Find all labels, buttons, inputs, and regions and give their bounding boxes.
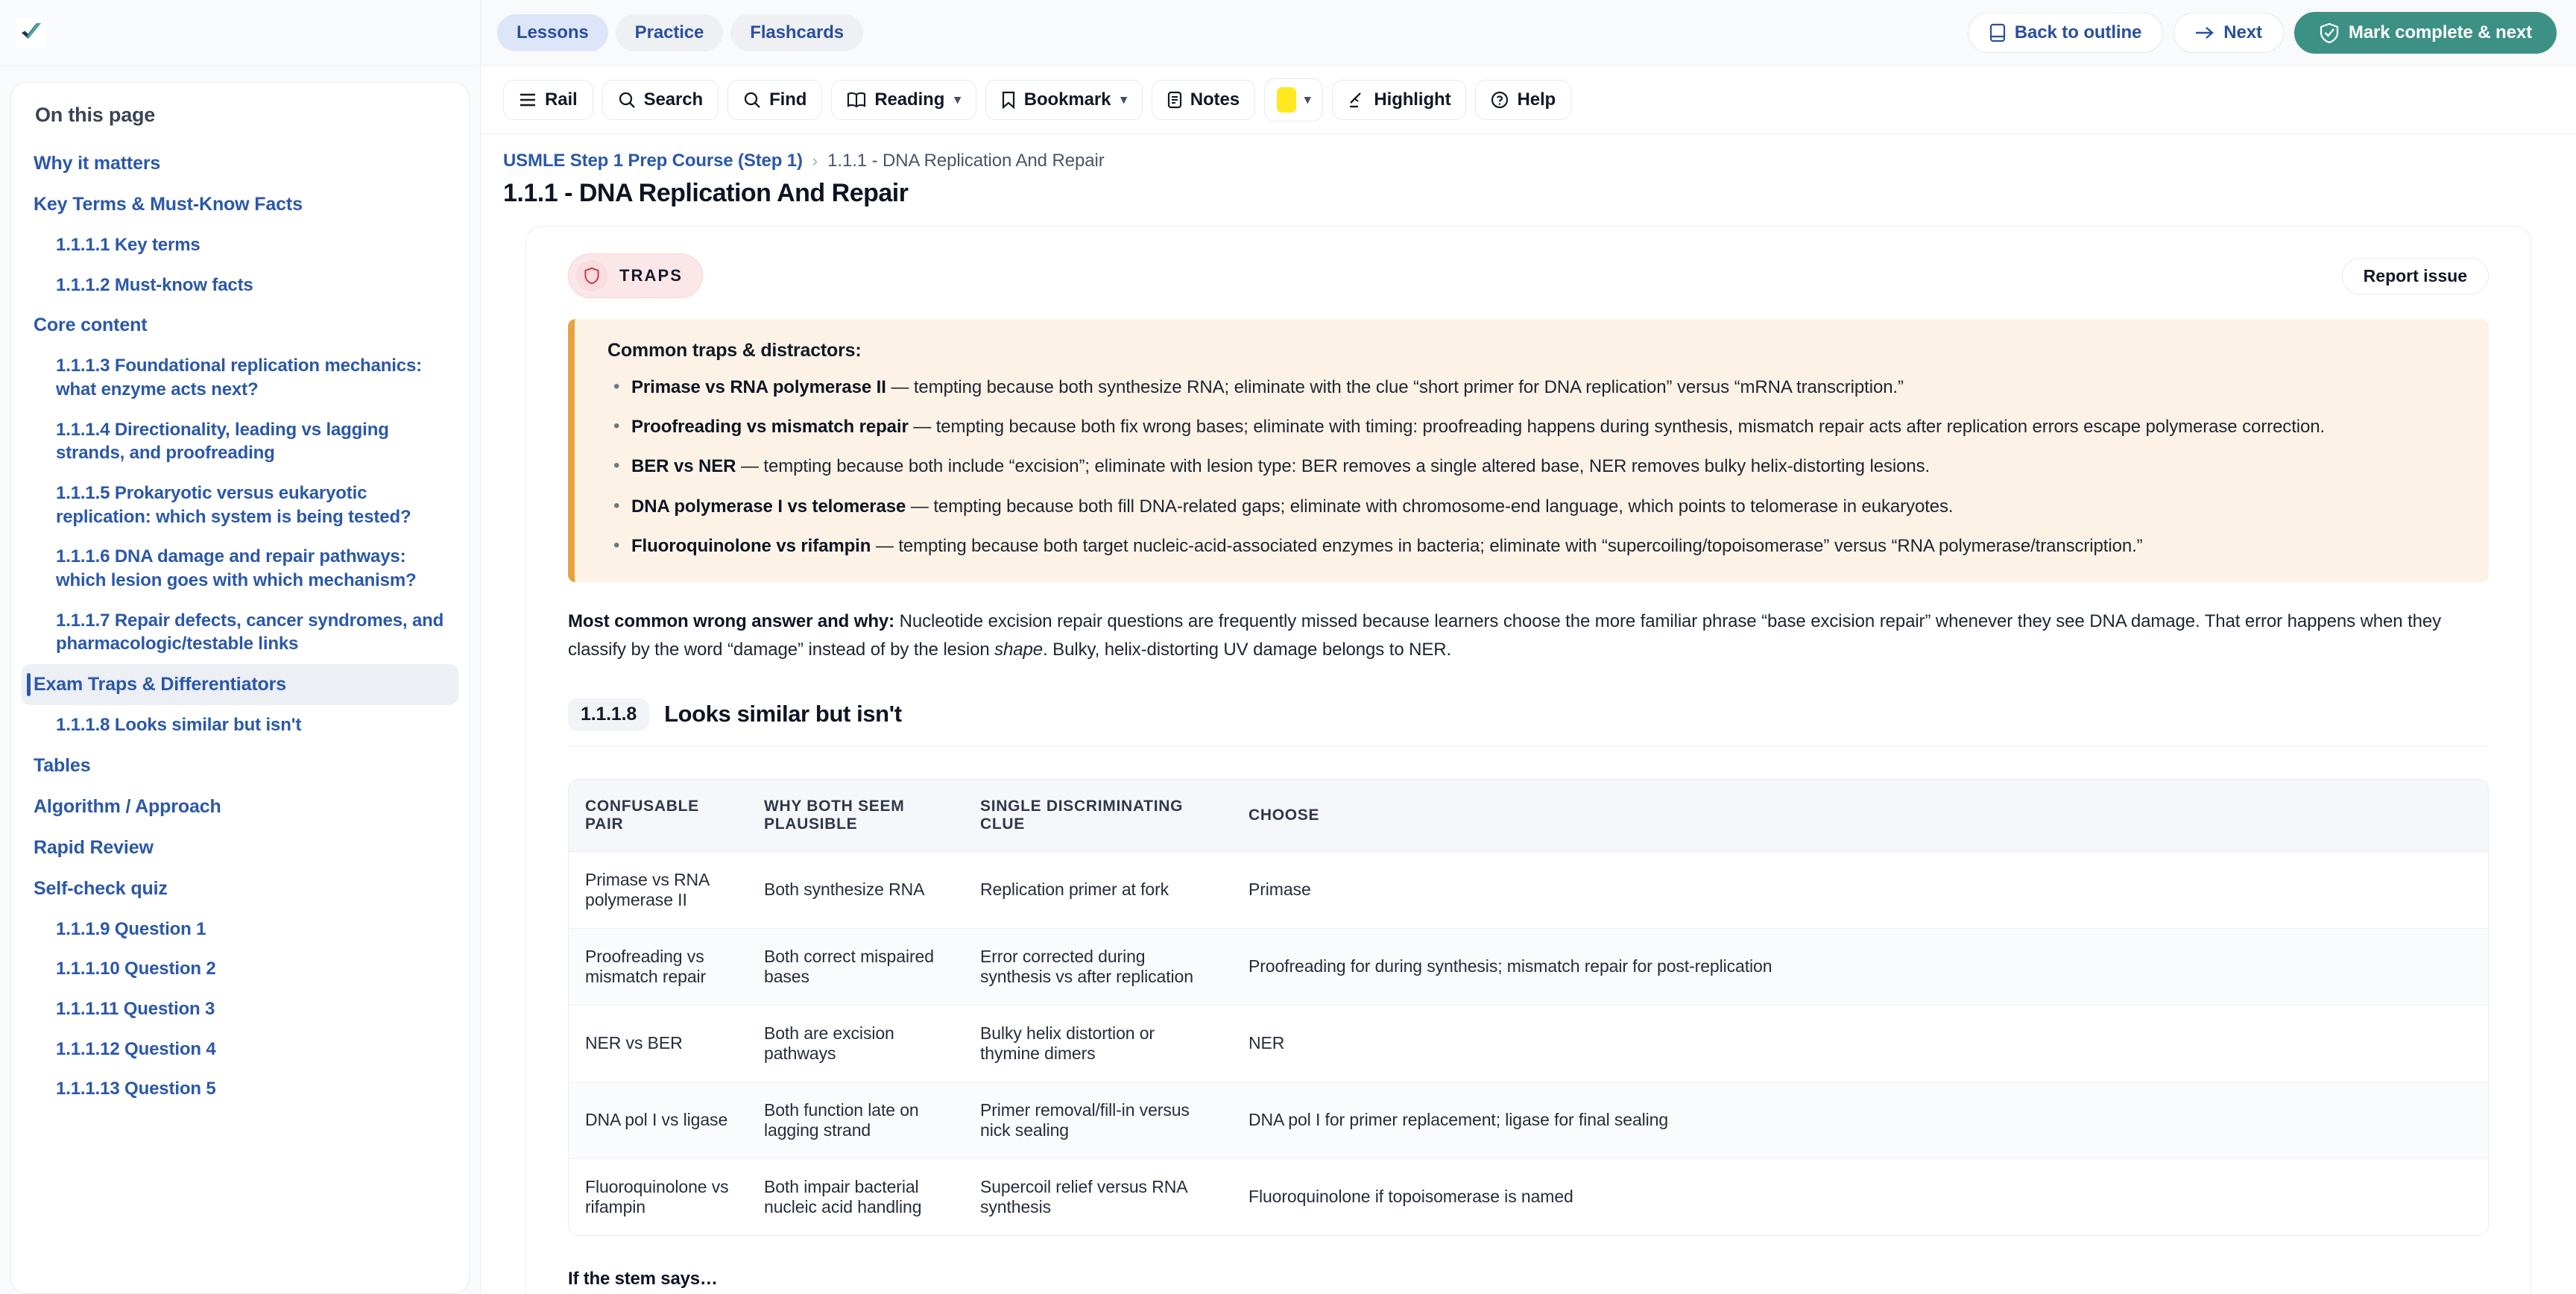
table-cell: DNA pol I for primer replacement; ligase for final sealing [1232, 1082, 2488, 1158]
callout-item-text: — tempting because both include “excision”; eliminate with lesion type: BER removes a single altered base, NER removes bulky helix-distorting lesions. [736, 456, 1931, 477]
page-title: 1.1.1 - DNA Replication And Repair [503, 179, 909, 207]
breadcrumb-course-link[interactable]: USMLE Step 1 Prep Course (Step 1) [503, 151, 803, 171]
table-cell: Both synthesize RNA [748, 851, 964, 928]
find-icon [743, 91, 761, 109]
sidebar-item-0[interactable] [22, 143, 458, 184]
table-cell: Proofreading for during synthesis; mismatch repair for post-replication [1232, 928, 2488, 1005]
table-cell: NER [1232, 1005, 2488, 1082]
notes-button[interactable] [1152, 80, 1255, 120]
mark-complete-label: Mark complete & next [2348, 22, 2532, 42]
callout-item-text: — tempting because both fill DNA-related gaps; eliminate with chromosome-end language, which points to telomerase in eukaryotes. [906, 496, 1954, 517]
next-button[interactable] [2174, 13, 2284, 53]
section-heading [568, 698, 2489, 746]
traps-callout [568, 319, 2489, 582]
card-header [568, 253, 2489, 298]
shield-icon [576, 260, 607, 291]
sidebar-item-label: Rapid Review [34, 836, 154, 858]
sidebar-item-6[interactable] [22, 410, 458, 473]
sidebar-item-label: Core content [34, 315, 148, 336]
sidebar-item-3[interactable] [22, 265, 458, 306]
check-shield-icon [2319, 22, 2340, 43]
most-common-wrong-answer [568, 607, 2489, 664]
table-head [569, 780, 2488, 852]
sidebar-item-label: 1.1.1.8 Looks similar but isn't [56, 715, 302, 736]
sidebar-item-4[interactable] [22, 305, 458, 346]
sidebar-item-19[interactable] [22, 1029, 458, 1070]
rail-button[interactable] [503, 80, 593, 120]
sidebar-item-15[interactable] [22, 868, 458, 909]
sidebar-item-label: Tables [34, 754, 91, 776]
sidebar-item-11[interactable] [22, 705, 458, 745]
breadcrumb [503, 151, 2576, 171]
lesson-card [525, 226, 2531, 1294]
sidebar-item-12[interactable] [22, 745, 458, 786]
open-book-icon [847, 92, 866, 108]
sidebar-item-label: Why it matters [34, 153, 161, 174]
wrong-answer-emphasis: shape [994, 639, 1044, 660]
table-column-header: CHOOSE [1232, 780, 2488, 852]
help-button[interactable] [1475, 80, 1571, 120]
sidebar-item-1[interactable] [22, 184, 458, 225]
sidebar-item-14[interactable] [22, 827, 458, 868]
reading-label: Reading [874, 89, 945, 110]
back-to-outline-button[interactable] [1968, 13, 2164, 53]
callout-item [607, 413, 2456, 441]
sidebar-item-label: 1.1.1.3 Foundational replication mechanics: what enzyme acts next? [56, 356, 423, 400]
top-bar [481, 0, 2576, 66]
table-cell: Error corrected during synthesis vs after replication [964, 928, 1232, 1005]
sidebar-item-9[interactable] [22, 601, 458, 664]
sidebar-item-label: 1.1.1.7 Repair defects, cancer syndromes, and pharmacologic/testable links [56, 610, 444, 654]
breadcrumb-area [481, 134, 2576, 208]
sidebar-item-label: 1.1.1.10 Question 2 [56, 959, 216, 979]
sidebar-item-label: 1.1.1.12 Question 4 [56, 1038, 216, 1059]
sidebar-item-label: 1.1.1.4 Directionality, leading vs lagging strands, and proofreading [56, 419, 389, 464]
mark-complete-next-button[interactable] [2294, 12, 2557, 54]
section-title: Looks similar but isn't [664, 701, 902, 728]
tool-row [481, 66, 2576, 134]
callout-item-text: — tempting because both fix wrong bases; eliminate with timing: proofreading happens during synthesis, mismatch repair acts after replication errors escape polymerase correction. [908, 417, 2326, 438]
table-column-header: SINGLE DISCRIMINATING CLUE [964, 780, 1232, 852]
table-cell: Both correct mispaired bases [748, 928, 964, 1005]
callout-item-term: Proofreading vs mismatch repair [631, 417, 909, 438]
table-column-header: CONFUSABLE PAIR [569, 780, 748, 852]
main-column [481, 0, 2576, 1294]
find-label: Find [769, 89, 807, 110]
table-cell: Bulky helix distortion or thymine dimers [964, 1005, 1232, 1082]
callout-item-term: Fluoroquinolone vs rifampin [631, 535, 871, 556]
mode-tabs [497, 14, 863, 51]
notes-label: Notes [1190, 89, 1240, 110]
reading-button[interactable] [831, 80, 976, 120]
table-cell: Both function late on lagging strand [748, 1082, 964, 1158]
callout-item [607, 532, 2456, 560]
table-of-contents-card [10, 82, 470, 1294]
sidebar-item-label: Algorithm / Approach [34, 795, 221, 817]
table-cell: Both are excision pathways [748, 1005, 964, 1082]
notes-icon [1167, 91, 1182, 109]
table-cell: Fluoroquinolone vs rifampin [585, 1176, 729, 1216]
sidebar-item-16[interactable] [22, 909, 458, 950]
sidebar-item-18[interactable] [22, 989, 458, 1029]
sidebar-item-label: Key Terms & Must-Know Facts [34, 194, 303, 215]
brand-bar [0, 0, 480, 66]
sidebar-item-label: 1.1.1.9 Question 1 [56, 918, 206, 939]
checkmark-logo-icon[interactable] [16, 18, 46, 48]
hamburger-icon [519, 92, 537, 107]
wrong-answer-label: Most common wrong answer and why: [568, 610, 895, 631]
sidebar-item-5[interactable] [22, 346, 458, 409]
traps-badge-label: TRAPS [619, 266, 684, 285]
sidebar-item-8[interactable] [22, 537, 458, 600]
table-row [569, 1158, 2488, 1235]
table-cell: Both impair bacterial nucleic acid handling [764, 1176, 922, 1216]
arrow-right-icon [2195, 25, 2214, 40]
sidebar-item-13[interactable] [22, 786, 458, 827]
find-button[interactable] [727, 80, 822, 120]
sidebar-item-label: 1.1.1.6 DNA damage and repair pathways: which lesion goes with which mechanism? [56, 546, 417, 591]
highlight-label: Highlight [1374, 89, 1451, 110]
callout-item [607, 373, 2456, 401]
sidebar-item-label: Self-check quiz [34, 877, 168, 899]
tab-practice[interactable]: Practice [616, 14, 724, 51]
highlight-color-swatch [1277, 87, 1296, 113]
toc-heading: On this page [35, 104, 156, 126]
breadcrumb-current: 1.1.1 - DNA Replication And Repair [827, 151, 1105, 171]
table-column-header: WHY BOTH SEEM PLAUSIBLE [748, 780, 964, 852]
search-label: Search [643, 89, 704, 110]
looks-similar-table [569, 780, 2488, 1235]
table-cell: Supercoil relief versus RNA synthesis [980, 1176, 1187, 1216]
sidebar-item-label: 1.1.1.13 Question 5 [56, 1079, 216, 1099]
table-body [569, 851, 2488, 1235]
table-row [569, 1082, 2488, 1158]
book-icon [1989, 23, 2006, 42]
table-row [569, 851, 2488, 928]
report-issue-button[interactable]: Report issue [2342, 258, 2489, 294]
bookmark-button[interactable] [985, 80, 1143, 120]
highlight-button[interactable] [1332, 80, 1466, 120]
breadcrumb-separator: › [812, 151, 818, 170]
table-cell: DNA pol I vs ligase [569, 1082, 748, 1158]
wrong-answer-text-2: . Bulky, helix-distorting UV damage belongs to NER. [1043, 639, 1452, 660]
help-label: Help [1517, 89, 1556, 110]
table-row [569, 1005, 2488, 1082]
table-row [569, 928, 2488, 1005]
callout-item-term: DNA polymerase I vs telomerase [631, 496, 906, 517]
sidebar-item-10[interactable] [22, 664, 458, 705]
tab-flashcards[interactable]: Flashcards [730, 14, 863, 51]
table-cell: Proofreading vs mismatch repair [569, 928, 748, 1005]
table-cell: Replication primer at fork [964, 851, 1232, 928]
sidebar-item-20[interactable] [22, 1069, 458, 1109]
callout-item-term: BER vs NER [631, 456, 736, 477]
sidebar-item-label: 1.1.1.1 Key terms [56, 235, 201, 255]
back-to-outline-label: Back to outline [2014, 22, 2142, 42]
sidebar-item-2[interactable] [22, 225, 458, 265]
search-icon [618, 91, 636, 109]
next-label: Next [2223, 22, 2262, 42]
top-actions [1968, 12, 2557, 54]
table-cell: Fluoroquinolone if topoisomerase is named [1248, 1187, 1573, 1207]
chevron-down-icon: ▾ [954, 92, 961, 107]
sidebar-item-label: 1.1.1.5 Prokaryotic versus eukaryotic replication: which system is being tested? [56, 483, 411, 527]
sidebar-item-label: 1.1.1.2 Must-know facts [56, 274, 253, 295]
callout-item [607, 493, 2456, 520]
content-scroll-area[interactable] [481, 208, 2576, 1294]
tab-lessons[interactable]: Lessons [497, 14, 608, 51]
toc-list [11, 143, 469, 1109]
table-cell: Primer removal/fill-in versus nick sealing [964, 1082, 1232, 1158]
section-number: 1.1.1.8 [568, 698, 649, 730]
bookmark-icon [1001, 91, 1016, 109]
callout-item-term: Primase vs RNA polymerase II [631, 377, 886, 397]
looks-similar-table-wrapper [568, 779, 2489, 1236]
search-button[interactable] [602, 80, 719, 120]
table-cell: NER vs BER [569, 1005, 748, 1082]
question-circle-icon [1491, 91, 1509, 109]
sidebar-item-7[interactable] [22, 473, 458, 537]
chevron-down-icon: ▾ [1304, 92, 1311, 107]
sidebar-item-label: 1.1.1.11 Question 3 [56, 999, 215, 1020]
table-header-row [569, 780, 2488, 852]
wrong-answer-text-1: Nucleotide excision repair questions are frequently missed because learners choose the more familiar phrase “base excision repair” whenever they see DNA damage. That error happens when they classify by the word “damage” instead of by the lesion [568, 610, 2442, 660]
if-the-stem-says-heading: If the stem says… [568, 1268, 718, 1289]
chevron-down-icon: ▾ [1120, 92, 1127, 107]
table-cell: Primase vs RNA polymerase II [569, 851, 748, 928]
callout-item-text: — tempting because both synthesize RNA; eliminate with the clue “short primer for DNA replication” versus “mRNA transcription.” [886, 377, 1904, 397]
sidebar-item-17[interactable] [22, 949, 458, 989]
bookmark-label: Bookmark [1023, 89, 1111, 110]
callout-list [607, 373, 2456, 560]
pen-highlight-icon [1348, 91, 1366, 109]
callout-item [607, 452, 2456, 480]
table-cell: Primase [1232, 851, 2488, 928]
callout-heading: Common traps & distractors: [607, 340, 862, 361]
callout-item-text: — tempting because both target nucleic-acid-associated enzymes in bacteria; eliminate with “supercoiling/topoisomerase” versus “RNA polymerase/transcription.” [871, 535, 2143, 556]
sidebar-item-label: Exam Traps & Differentiators [34, 674, 286, 695]
highlight-color-picker[interactable] [1264, 78, 1323, 121]
rail-label: Rail [545, 89, 578, 110]
sidebar [0, 0, 481, 1294]
status-badge [568, 253, 703, 298]
